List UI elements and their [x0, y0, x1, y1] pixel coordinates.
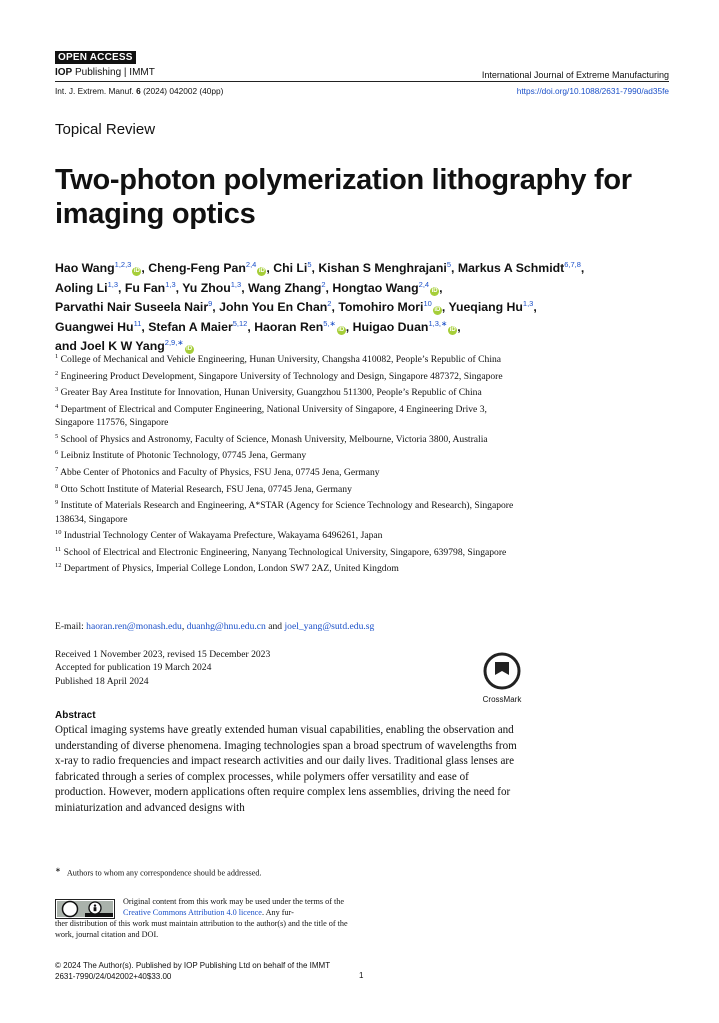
orcid-icon[interactable]: iD: [258, 268, 265, 275]
author-name: Hao Wang: [55, 261, 115, 276]
affiliation-number: 1: [55, 353, 59, 360]
copyright-block: [55, 960, 330, 982]
cc-by-license-icon[interactable]: [55, 899, 115, 919]
orcid-icon[interactable]: iD: [338, 326, 345, 333]
author: [55, 261, 141, 275]
author-name: Hongtao Wang: [332, 280, 419, 295]
affiliation-item: [55, 350, 525, 367]
author-affiliation-ref[interactable]: 1,3: [522, 299, 534, 308]
abstract-text: Optical imaging systems have greatly extended human visual capabilities, enabling the observation and understanding of diverse phenomena. Imaging technologies span a broad spectrum of wavelengths from x-ray to radio frequencies and impact research activities and our daily lives. Traditional glass lenses are fabricated through a series of complex processes, while polymers offer versatility and ease of production. However, modern applications often require complex lens assemblies, driving the need for miniaturization and advanced designs with: [55, 724, 517, 814]
header-rule: [55, 81, 669, 82]
affiliation-number: 8: [55, 482, 59, 490]
citation-volume: 6: [136, 86, 141, 96]
publisher-logo: [55, 67, 155, 78]
affiliation-text: College of Mechanical and Vehicle Engineering, Hunan University, Changsha 410082, People’s Republic of China: [58, 354, 502, 366]
crossmark-button[interactable]: [478, 652, 526, 704]
affiliation-item: [55, 446, 525, 463]
correspondence-footnote: [55, 866, 262, 878]
orcid-icon[interactable]: iD: [133, 268, 140, 275]
author: [273, 261, 311, 275]
open-access-badge: OPEN ACCESS: [55, 51, 136, 64]
author-affiliation-ref[interactable]: 2,4: [245, 260, 257, 269]
email-sep-1: ,: [181, 621, 187, 632]
section-label: Topical Review: [55, 121, 156, 138]
affiliation-number: 11: [55, 545, 62, 553]
author-affiliation-ref[interactable]: 1,2,3: [114, 260, 132, 269]
author-affiliation-ref[interactable]: 2,9,∗: [164, 338, 184, 347]
email-link-3[interactable]: joel_yang@sutd.edu.sg: [284, 621, 375, 632]
license-link[interactable]: Creative Commons Attribution 4.0 licence: [123, 907, 262, 917]
crossmark-icon: [483, 652, 521, 690]
author-name: Guangwei Hu: [55, 319, 134, 334]
issn-price-line: 2631-7990/24/042002+40$33.00: [55, 972, 172, 981]
affiliation-item: [55, 559, 525, 576]
author-name: John You En Chan: [219, 300, 328, 315]
published-date: Published 18 April 2024: [55, 675, 149, 687]
email-link-2[interactable]: duanhg@hnu.edu.cn: [186, 621, 266, 632]
author-affiliation-ref[interactable]: 2,4: [418, 279, 430, 289]
page-number: 1: [359, 971, 364, 980]
affiliation-number: 2: [55, 369, 59, 377]
citation: [55, 86, 223, 96]
affiliation-number: 10: [55, 529, 62, 537]
license-part1: Original content from this work may be used under the terms of the: [123, 897, 345, 906]
affiliation-text: School of Electrical and Electronic Engineering, Nanyang Technological University, Singapore, 639798, Singapore: [61, 546, 507, 558]
author-affiliation-ref[interactable]: 1,3: [165, 279, 176, 289]
author: [353, 320, 458, 334]
author-name: Cheng-Feng Pan: [148, 261, 246, 276]
affiliation-item: [55, 400, 525, 430]
author-name: Joel K W Yang: [80, 339, 165, 354]
author-affiliation-ref[interactable]: 9: [208, 299, 213, 308]
affiliation-item: [55, 383, 525, 400]
orcid-icon[interactable]: iD: [186, 346, 193, 353]
author: [148, 261, 266, 275]
author: [219, 300, 331, 314]
author-name: Aoling Li: [55, 280, 108, 295]
author: [338, 300, 442, 314]
author-name: Stefan A Maier: [148, 319, 233, 334]
license-part2: . Any fur-: [261, 907, 294, 917]
affiliation-text: Abbe Center of Photonics and Faculty of Physics, FSU Jena, 07745 Jena, Germany: [58, 467, 380, 479]
affiliation-text: Department of Electrical and Computer Engineering, National University of Singapore, 4 Engineering Drive 3, Singapore 117576, Singapore: [55, 403, 487, 429]
affiliation-number: 3: [55, 386, 59, 394]
author-name: Kishan S Menghrajani: [318, 261, 447, 276]
author-name: Yueqiang Hu: [448, 300, 523, 315]
author-affiliation-ref[interactable]: 1,3: [230, 279, 242, 289]
orcid-icon[interactable]: iD: [431, 287, 438, 294]
affiliation-item: [55, 543, 525, 560]
author-affiliation-ref[interactable]: 5: [307, 260, 312, 269]
author-affiliation-ref[interactable]: 5,∗: [323, 318, 336, 328]
author: [248, 281, 326, 295]
author-name: Parvathi Nair Suseela Nair: [55, 300, 209, 315]
author-affiliation-ref[interactable]: 5,12: [232, 318, 248, 328]
journal-name: International Journal of Extreme Manufacturing: [481, 70, 669, 80]
paper-title: Two-photon polymerization lithography for imaging optics: [55, 164, 632, 230]
author-affiliation-ref[interactable]: 6,7,8: [564, 260, 581, 269]
author: [55, 300, 212, 314]
affiliation-item: [55, 526, 525, 543]
author-name: Markus A Schmidt: [457, 261, 565, 276]
email-line: [55, 621, 374, 632]
affiliation-item: [55, 430, 525, 447]
author-name: Chi Li: [273, 261, 308, 276]
author: [448, 300, 533, 314]
affiliation-item: [55, 463, 525, 480]
received-date: Received 1 November 2023, revised 15 December 2023: [55, 649, 271, 660]
affiliation-number: 5: [55, 432, 59, 440]
author-name: Tomohiro Mori: [338, 300, 424, 315]
doi-link[interactable]: https://doi.org/10.1088/2631-7990/ad35fe: [516, 86, 669, 96]
email-link-1[interactable]: haoran.ren@monash.edu: [86, 621, 182, 632]
author-name: Wang Zhang: [248, 280, 322, 295]
citation-rest: (2024) 042002 (40pp): [140, 86, 224, 96]
publisher-partner: | IMMT: [121, 67, 155, 78]
email-label: E-mail:: [55, 621, 87, 632]
copyright-line: © 2024 The Author(s). Published by IOP Publishing Ltd on behalf of the IMMT: [55, 961, 331, 970]
author: [182, 281, 241, 295]
footnote-mark: ∗: [55, 867, 61, 874]
affiliation-number: 7: [55, 465, 59, 473]
crossmark-label: CrossMark: [482, 695, 522, 704]
affiliation-item: [55, 496, 525, 526]
orcid-icon[interactable]: iD: [449, 326, 456, 333]
affiliation-number: 9: [55, 499, 59, 507]
author-name: Yu Zhou: [182, 280, 231, 295]
affiliation-text: Industrial Technology Center of Wakayama Prefecture, Wakayama 6496261, Japan: [61, 530, 383, 542]
orcid-icon[interactable]: iD: [434, 307, 441, 314]
author-name: Haoran Ren: [254, 319, 324, 334]
footnote-text: Authors to whom any correspondence should be addressed.: [66, 868, 262, 878]
publication-dates: [55, 648, 270, 688]
author-affiliation-ref[interactable]: 10: [423, 299, 432, 308]
publisher-rest: Publishing: [72, 67, 122, 78]
affiliation-text: Otto Schott Institute of Material Research, FSU Jena, 07745 Jena, Germany: [58, 483, 352, 495]
author: [458, 261, 581, 275]
license-text-top: [123, 897, 363, 918]
affiliation-text: Greater Bay Area Institute for Innovation, Hunan University, Guangzhou 511300, People’s Republic of China: [58, 387, 482, 399]
author-list: Hao Wang$^{1,2,3}$iD , Cheng-Feng Pan$^{2,4}$iD , Chi Li$^5$, Kishan S Menghrajani$^5$, Markus A Schmidt$^{6,7,8}$, Aoling Li$^{1,3}$, Fu Fan$^{1,3}$, Yu Zhou$^{1,3}$, Wang Zhang$^2$, Hongtao Wang$^{2,4}$iD , Parvathi Nair Suseela Nair$^9$, John You En Chan$^2$, Tomohiro Mori$^{10}$iD , Yueqiang Hu$^{1,3}$, Guangwei Hu$^{11}$, Stefan A Maier$^{5,12}$, Haoran Ren$^{5,∗}$iD , Huigao Duan$^{1,3,∗}$iD , and Joel K W Yang$^{2,9,∗}$iD: [55, 260, 585, 354]
author-affiliation-ref[interactable]: 11: [133, 318, 142, 328]
publisher-bold: IOP: [55, 67, 73, 78]
author: [55, 281, 118, 295]
email-sep-2: and: [265, 621, 285, 632]
author-name: Fu Fan: [124, 280, 166, 295]
affiliation-number: 4: [55, 402, 59, 410]
author: [332, 281, 439, 295]
affiliation-text: Engineering Product Development, Singapore University of Technology and Design, Singapore 487372, Singapore: [58, 370, 503, 382]
author-affiliation-ref[interactable]: 1,3,∗: [428, 318, 448, 328]
abstract-heading: Abstract: [55, 710, 96, 721]
author-affiliation-ref[interactable]: 2: [327, 299, 332, 308]
author: [55, 320, 141, 334]
license-text-bottom: ther distribution of this work must maintain attribution to the author(s) and the title of the work, journal citation and DOI.: [55, 919, 348, 939]
affiliation-text: Department of Physics, Imperial College London, London SW7 2AZ, United Kingdom: [61, 563, 399, 575]
affiliation-item: [55, 480, 525, 497]
affiliation-item: [55, 367, 525, 384]
author-affiliation-ref[interactable]: 1,3: [107, 279, 119, 289]
affiliation-text: Leibniz Institute of Photonic Technology, 07745 Jena, Germany: [58, 450, 307, 462]
affiliation-number: 12: [55, 562, 62, 570]
affiliation-text: Institute of Materials Research and Engineering, A*STAR (Agency for Science Technology and Research), Singapore 138634, Singapore: [55, 500, 514, 525]
accepted-date: Accepted for publication 19 March 2024: [55, 662, 212, 674]
author: [148, 320, 247, 334]
author: [125, 281, 176, 295]
author-affiliation-ref[interactable]: 2: [321, 279, 326, 289]
author-name: Huigao Duan: [352, 319, 429, 334]
affiliation-number: 6: [55, 449, 59, 457]
author-affiliation-ref[interactable]: 5: [446, 260, 451, 269]
citation-prefix: Int. J. Extrem. Manuf.: [55, 86, 137, 96]
author: [254, 320, 346, 334]
affiliation-text: School of Physics and Astronomy, Faculty of Science, Monash University, Melbourne, Victoria 3800, Australia: [58, 433, 488, 445]
affiliation-list: [55, 350, 525, 576]
author: [318, 261, 451, 275]
